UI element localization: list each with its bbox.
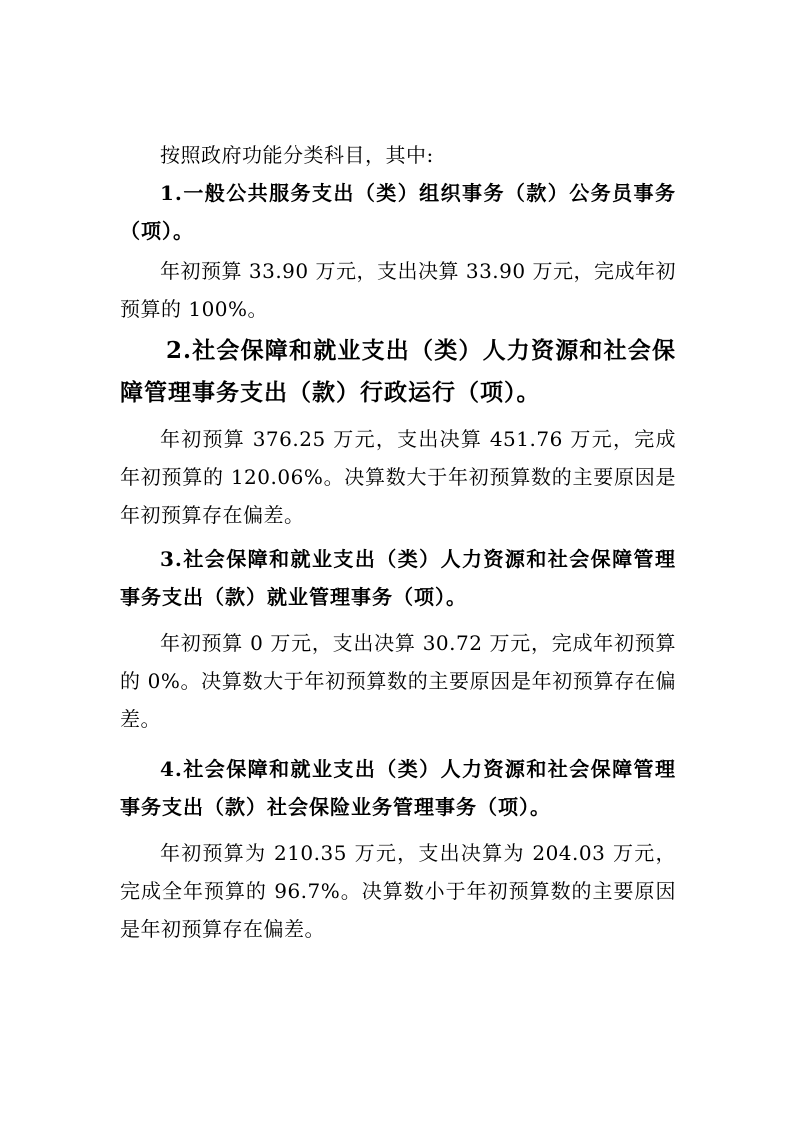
section-3-heading: 3.社会保障和就业支出（类）人力资源和社会保障管理事务支出（款）就业管理事务（项）。 bbox=[120, 547, 676, 609]
section-2-heading: 2.社会保障和就业支出（类）人力资源和社会保障管理事务支出（款）行政运行（项）。 bbox=[120, 337, 676, 406]
intro-paragraph: 按照政府功能分类科目，其中: bbox=[160, 143, 434, 167]
section-1-body: 年初预算 33.90 万元，支出决算 33.90 万元，完成年初预算的 100%。 bbox=[120, 259, 676, 321]
section-4-heading: 4.社会保障和就业支出（类）人力资源和社会保障管理事务支出（款）社会保险业务管理事务（项）。 bbox=[120, 757, 676, 819]
section-3-body: 年初预算 0 万元，支出决算 30.72 万元，完成年初预算的 0%。决算数大于年初预算数的主要原因是年初预算存在偏差。 bbox=[120, 631, 676, 731]
section-4-body: 年初预算为 210.35 万元，支出决算为 204.03 万元，完成全年预算的 96.7%。决算数小于年初预算数的主要原因是年初预算存在偏差。 bbox=[120, 841, 676, 941]
section-1-heading: 1.一般公共服务支出（类）组织事务（款）公务员事务（项）。 bbox=[120, 181, 676, 243]
section-2-body: 年初预算 376.25 万元，支出决算 451.76 万元，完成年初预算的 120.06%。决算数大于年初预算数的主要原因是年初预算存在偏差。 bbox=[120, 427, 676, 527]
